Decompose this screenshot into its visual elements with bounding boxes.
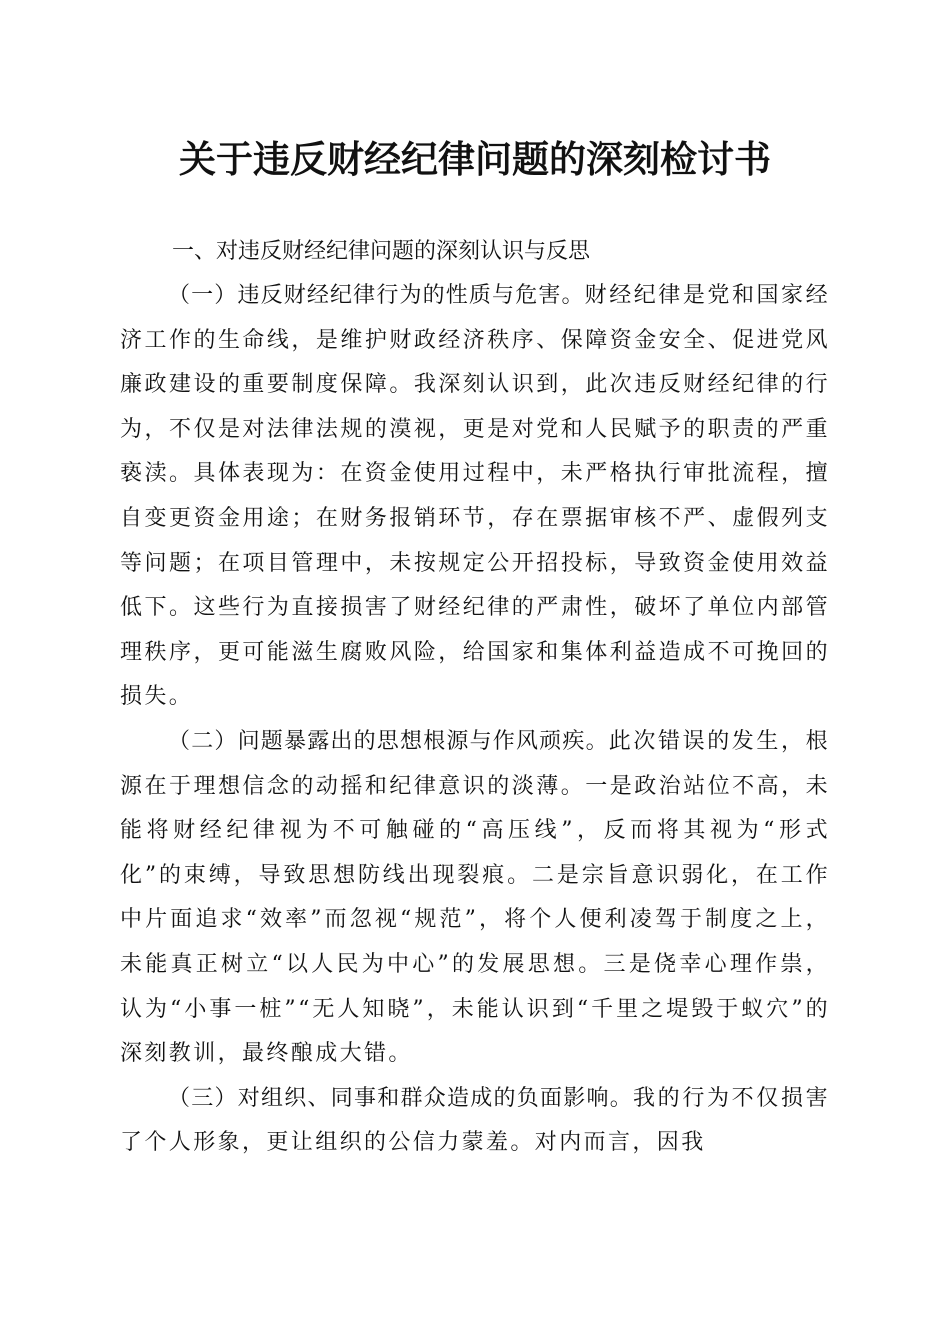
document-title: 关于违反财经纪律问题的深刻检讨书	[179, 137, 771, 181]
paragraph-3-body: 我的行为不仅损害了个人形象，更让组织的公信力蒙羞。对内而言，因我	[120, 1085, 830, 1156]
paragraph-1-body: 财经纪律是党和国家经济工作的生命线，是维护财政经济秩序、保障资金安全、促进党风廉政建设的重要制度保障。我深刻认识到，此次违反财经纪律的行为，不仅是对法律法规的漠视，更是对党和人民赋予的职责的严重亵渎。具体表现为：在资金使用过程中，未严格执行审批流程，擅自变更资金用途；在财务报销环节，存在票据审核不严、虚假列支等问题；在项目管理中，未按规定公开招投标，导致资金使用效益低下。这些行为直接损害了财经纪律的严肃性，破坏了单位内部管理秩序，更可能滋生腐败风险，给国家和集体利益造成不可挽回的损失。	[120, 283, 830, 710]
paragraph-2-body: 此次错误的发生，根源在于理想信念的动摇和纪律意识的淡薄。一是政治站位不高，未能将财经纪律视为不可触碰的“高压线”，反而将其视为“形式化”的束缚，导致思想防线出现裂痕。二是宗旨意识弱化，在工作中片面追求“效率”而忽视“规范”，将个人便利凌驾于制度之上，未能真正树立“以人民为中心”的发展思想。三是侥幸心理作祟，认为“小事一桩”“无人知晓”，未能认识到“千里之堤毁于蚁穴”的深刻教训，最终酿成大错。	[120, 728, 830, 1067]
paragraph-2-subheading: （二）问题暴露出的思想根源与作风顽疾。	[168, 728, 609, 754]
section-heading: 一、对违反财经纪律问题的深刻认识与反思	[172, 239, 591, 264]
paragraph-3	[120, 1077, 830, 1166]
paragraph-3-subheading: （三）对组织、同事和群众造成的负面影响。	[168, 1085, 634, 1111]
paragraph-1	[120, 274, 830, 720]
document-body	[120, 230, 830, 1166]
paragraph-2	[120, 720, 830, 1077]
paragraph-1-subheading: （一）违反财经纪律行为的性质与危害。	[168, 283, 585, 308]
